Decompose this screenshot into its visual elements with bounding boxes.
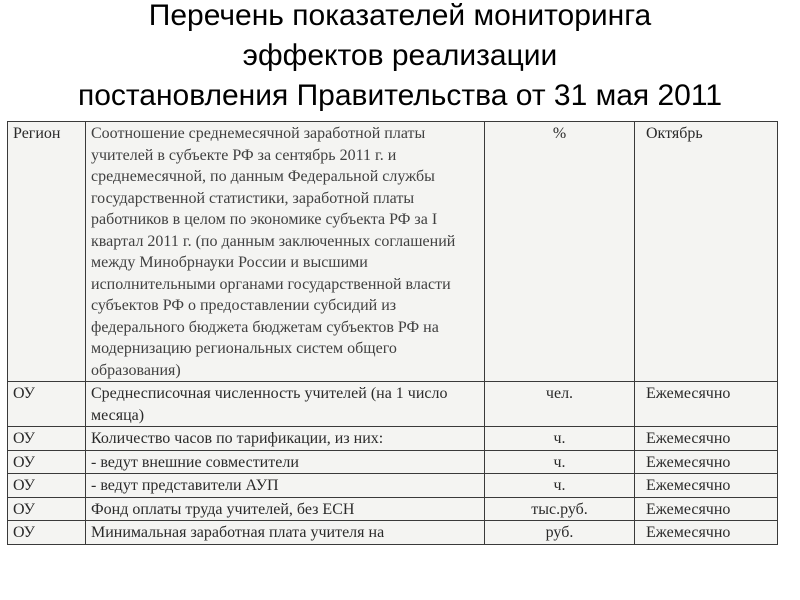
table-row: [8, 122, 778, 382]
region-cell: Регион: [8, 122, 86, 382]
region-cell: ОУ: [8, 382, 86, 427]
frequency-cell: Ежемесячно: [635, 497, 778, 521]
table-row: [8, 474, 778, 498]
indicators-table: [7, 121, 778, 545]
description-cell: Фонд оплаты труда учителей, без ЕСН: [86, 497, 485, 521]
slide-title: [0, 0, 800, 116]
table-row: [8, 521, 778, 545]
unit-cell: чел.: [485, 382, 635, 427]
title-line-2: эффектов реализации: [242, 39, 558, 72]
table-row: [8, 382, 778, 427]
title-line-1: Перечень показателей мониторинга: [148, 0, 652, 32]
region-cell: ОУ: [8, 427, 86, 451]
frequency-cell: Октябрь: [635, 122, 778, 382]
frequency-cell: Ежемесячно: [635, 427, 778, 451]
table-row: [8, 450, 778, 474]
unit-cell: ч.: [485, 427, 635, 451]
description-cell: - ведут представители АУП: [86, 474, 485, 498]
table-row: [8, 427, 778, 451]
region-cell: ОУ: [8, 521, 86, 545]
title-line-3: постановления Правительства от 31 мая 2011: [77, 79, 723, 112]
description-cell: Минимальная заработная плата учителя на: [86, 521, 485, 545]
frequency-cell: Ежемесячно: [635, 450, 778, 474]
description-cell: Количество часов по тарификации, из них:: [86, 427, 485, 451]
region-cell: ОУ: [8, 474, 86, 498]
unit-cell: ч.: [485, 450, 635, 474]
unit-cell: тыс.руб.: [485, 497, 635, 521]
description-cell: Соотношение среднемесячной заработной платы учителей в субъекте РФ за сентябрь 2011 г. и среднемесячной, по данным Федеральной службы государственной статистики, заработной платы работников в целом по экономике субъекта РФ за I квартал 2011 г. (по данным заключенных соглашений между Минобрнауки России и высшими исполнительными органами государственной власти субъектов РФ о предоставлении субсидий из федерального бюджета бюджетам субъектов РФ на модернизацию региональных систем общего образования): [86, 122, 485, 382]
region-cell: ОУ: [8, 497, 86, 521]
frequency-cell: Ежемесячно: [635, 474, 778, 498]
frequency-cell: Ежемесячно: [635, 382, 778, 427]
unit-cell: %: [485, 122, 635, 382]
indicators-table-image: [7, 121, 777, 545]
unit-cell: руб.: [485, 521, 635, 545]
region-cell: ОУ: [8, 450, 86, 474]
unit-cell: ч.: [485, 474, 635, 498]
frequency-cell: Ежемесячно: [635, 521, 778, 545]
table-row: [8, 497, 778, 521]
description-cell: Среднесписочная численность учителей (на 1 число месяца): [86, 382, 485, 427]
description-cell: - ведут внешние совместители: [86, 450, 485, 474]
